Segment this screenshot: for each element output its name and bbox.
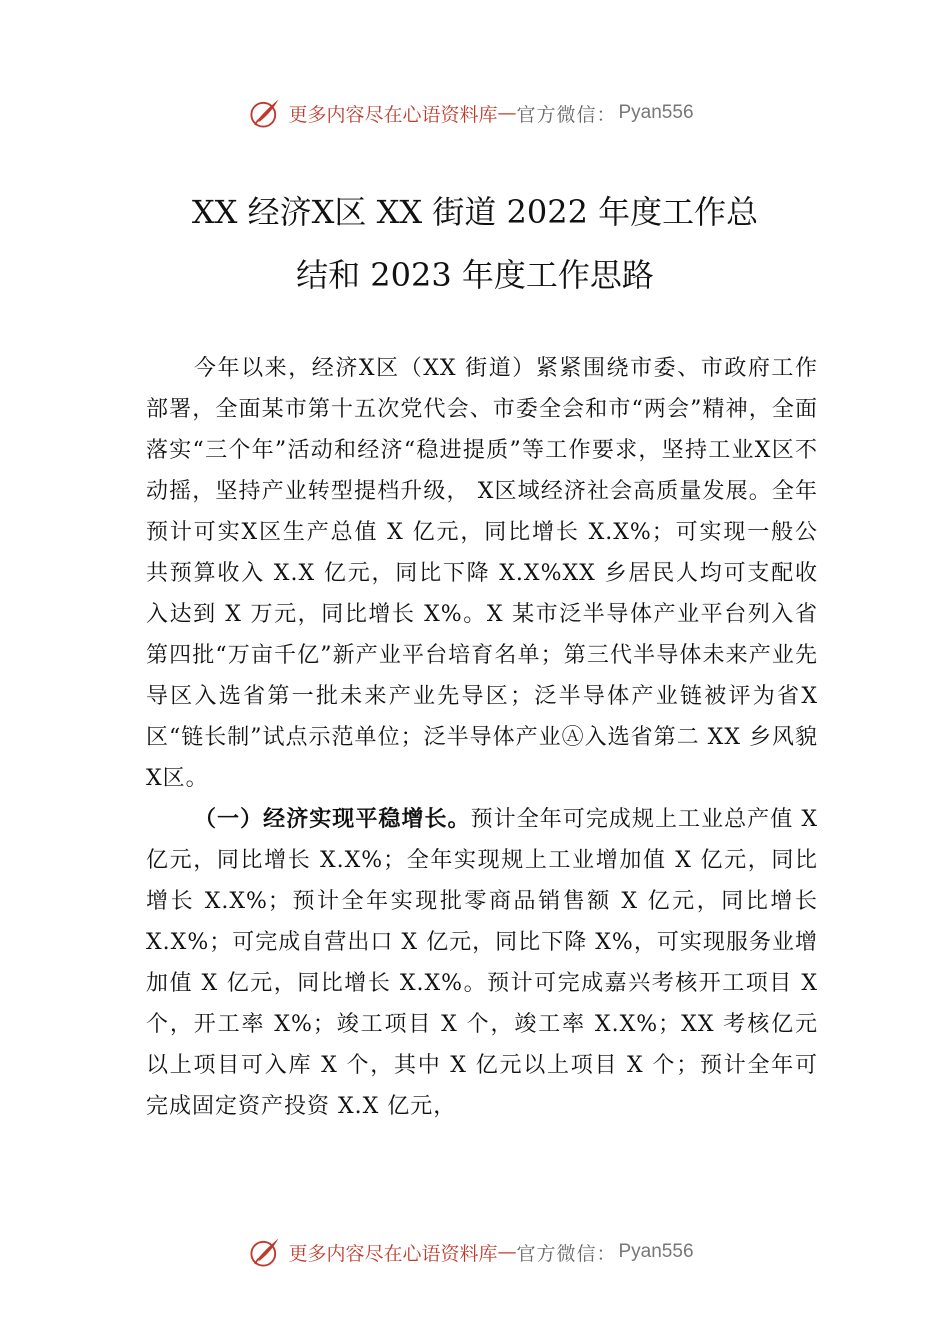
watermark-wechat-label: 官方微信： <box>516 1242 617 1265</box>
section1-paragraph <box>146 799 818 1127</box>
watermark-library-text: 更多内容尽在心语资料库 <box>288 1242 498 1265</box>
header-watermark <box>0 93 950 133</box>
watermark-library-text: 更多内容尽在心语资料库 <box>288 103 498 126</box>
quill-logo-icon <box>248 96 282 130</box>
document-title-line1: XX 经济Ⅹ区 XX 街道 2022 年度工作总 <box>191 193 759 231</box>
intro-paragraph: 今年以来，经济Ⅹ区（XX 街道）紧紧围绕市委、市政府工作部署，全面某市第十五次党代会、市委全会和市“两会”精神，全面落实“三个年”活动和经济“稳进提质”等工作要求，坚持工业Ⅹ区不动摇，坚持产业转型提档升级， Ⅹ区域经济社会高质量发展。全年预计可实Ⅹ区生产总值 X 亿元，同比增长 X.X%；可实现一般公共预算收入 X.X 亿元，同比下降 X.X%XX 乡居民人均可支配收入达到 X 万元，同比增长 X%。X 某市泛半导体产业平台列入省第四批“万亩千亿”新产业平台培育名单；第三代半导体未来产业先导区入选省第一批未来产业先导区；泛半导体产业链被评为省Ⅹ区“链长制”试点示范单位；泛半导体产业Ⓐ入选省第二 XX 乡风貌Ⅹ区。 <box>146 356 818 791</box>
watermark-dash: — <box>497 1241 517 1263</box>
document-title-line2: 结和 2023 年度工作思路 <box>296 256 654 294</box>
watermark-wechat-label: 官方微信： <box>516 103 617 126</box>
watermark-wechat-id: Pyan556 <box>618 1241 694 1262</box>
document-body <box>146 348 818 1127</box>
quill-logo-icon <box>248 1235 282 1269</box>
watermark-wechat-id: Pyan556 <box>618 102 694 123</box>
section1-heading: （一）经济实现平稳增长。 <box>194 806 471 832</box>
watermark-dash: — <box>497 102 517 124</box>
footer-watermark <box>0 1232 950 1272</box>
section1-text: 预计全年可完成规上工业总产值 X 亿元，同比增长 X.X%；全年实现规上工业增加值 X 亿元，同比增长 X.X%；预计全年实现批零商品销售额 X 亿元，同比增长 X.X%；可完成自营出口 X 亿元，同比下降 X%，可实现服务业增加值 X 亿元，同比增长 X.X%。预计可完成嘉兴考核开工项目 X 个，开工率 X%；竣工项目 X 个，竣工率 X.X%；XX 考核亿元以上项目可入库 X 个，其中 X 亿元以上项目 X 个；预计全年可完成固定资产投资 X.X 亿元， <box>146 807 818 1119</box>
